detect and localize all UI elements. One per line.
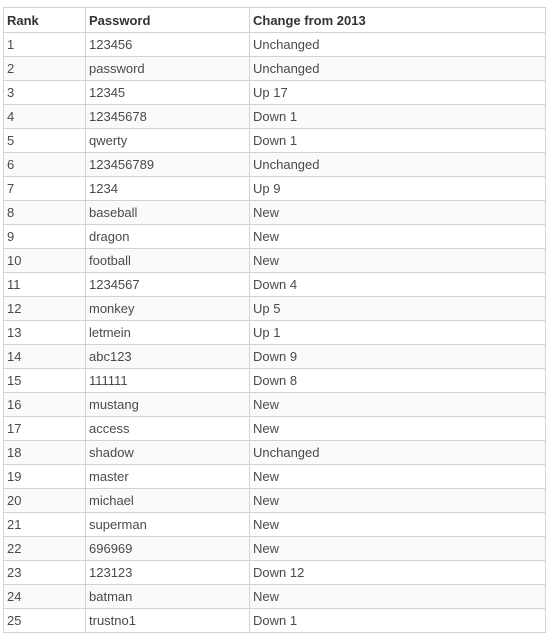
- table-row: [4, 249, 546, 273]
- password-cell: 12345: [86, 81, 250, 105]
- change-cell: Down 8: [250, 369, 546, 393]
- password-cell: 123123: [86, 561, 250, 585]
- password-cell: password: [86, 57, 250, 81]
- rank-cell: 14: [4, 345, 86, 369]
- rank-cell: 16: [4, 393, 86, 417]
- change-cell: Up 9: [250, 177, 546, 201]
- rank-cell: 21: [4, 513, 86, 537]
- table-body: [4, 33, 546, 633]
- rank-cell: 24: [4, 585, 86, 609]
- change-cell: New: [250, 489, 546, 513]
- table-row: [4, 177, 546, 201]
- table-row: [4, 345, 546, 369]
- table-row: [4, 321, 546, 345]
- rank-cell: 13: [4, 321, 86, 345]
- rank-cell: 22: [4, 537, 86, 561]
- table-row: [4, 369, 546, 393]
- table-row: [4, 201, 546, 225]
- table-row: [4, 105, 546, 129]
- password-cell: monkey: [86, 297, 250, 321]
- rank-cell: 18: [4, 441, 86, 465]
- table-row: [4, 273, 546, 297]
- rank-cell: 12: [4, 297, 86, 321]
- change-cell: New: [250, 417, 546, 441]
- change-cell: New: [250, 537, 546, 561]
- rank-cell: 5: [4, 129, 86, 153]
- password-cell: mustang: [86, 393, 250, 417]
- change-cell: Down 12: [250, 561, 546, 585]
- rank-cell: 19: [4, 465, 86, 489]
- change-cell: Down 4: [250, 273, 546, 297]
- table-row: [4, 81, 546, 105]
- rank-cell: 23: [4, 561, 86, 585]
- rank-cell: 25: [4, 609, 86, 633]
- password-cell: 1234567: [86, 273, 250, 297]
- password-cell: 123456789: [86, 153, 250, 177]
- change-cell: Down 1: [250, 609, 546, 633]
- change-cell: Down 1: [250, 129, 546, 153]
- table-row: [4, 153, 546, 177]
- password-cell: trustno1: [86, 609, 250, 633]
- table-row: [4, 609, 546, 633]
- password-cell: letmein: [86, 321, 250, 345]
- header-password: Password: [86, 8, 250, 33]
- password-cell: 696969: [86, 537, 250, 561]
- change-cell: New: [250, 513, 546, 537]
- table-row: [4, 129, 546, 153]
- change-cell: Unchanged: [250, 153, 546, 177]
- table-row: [4, 489, 546, 513]
- change-cell: Unchanged: [250, 57, 546, 81]
- rank-cell: 4: [4, 105, 86, 129]
- password-cell: 12345678: [86, 105, 250, 129]
- change-cell: New: [250, 585, 546, 609]
- password-cell: 123456: [86, 33, 250, 57]
- header-rank: Rank: [4, 8, 86, 33]
- table-row: [4, 585, 546, 609]
- table-row: [4, 33, 546, 57]
- rank-cell: 1: [4, 33, 86, 57]
- change-cell: Unchanged: [250, 33, 546, 57]
- password-cell: 111111: [86, 369, 250, 393]
- rank-cell: 20: [4, 489, 86, 513]
- table-header-row: [4, 8, 546, 33]
- table-row: [4, 441, 546, 465]
- change-cell: New: [250, 201, 546, 225]
- change-cell: Down 1: [250, 105, 546, 129]
- rank-cell: 8: [4, 201, 86, 225]
- password-cell: baseball: [86, 201, 250, 225]
- password-table: [3, 7, 546, 633]
- password-cell: michael: [86, 489, 250, 513]
- rank-cell: 11: [4, 273, 86, 297]
- table-row: [4, 57, 546, 81]
- change-cell: Up 5: [250, 297, 546, 321]
- change-cell: Up 1: [250, 321, 546, 345]
- table-row: [4, 225, 546, 249]
- password-table-container: [3, 7, 545, 633]
- table-row: [4, 513, 546, 537]
- rank-cell: 15: [4, 369, 86, 393]
- rank-cell: 3: [4, 81, 86, 105]
- table-row: [4, 465, 546, 489]
- rank-cell: 2: [4, 57, 86, 81]
- table-row: [4, 537, 546, 561]
- rank-cell: 17: [4, 417, 86, 441]
- header-change: Change from 2013: [250, 8, 546, 33]
- password-cell: master: [86, 465, 250, 489]
- change-cell: New: [250, 225, 546, 249]
- password-cell: shadow: [86, 441, 250, 465]
- table-row: [4, 417, 546, 441]
- rank-cell: 6: [4, 153, 86, 177]
- password-cell: 1234: [86, 177, 250, 201]
- table-row: [4, 393, 546, 417]
- rank-cell: 9: [4, 225, 86, 249]
- change-cell: New: [250, 393, 546, 417]
- change-cell: New: [250, 249, 546, 273]
- password-cell: football: [86, 249, 250, 273]
- table-row: [4, 561, 546, 585]
- password-cell: qwerty: [86, 129, 250, 153]
- password-cell: access: [86, 417, 250, 441]
- password-cell: superman: [86, 513, 250, 537]
- rank-cell: 7: [4, 177, 86, 201]
- password-cell: dragon: [86, 225, 250, 249]
- change-cell: New: [250, 465, 546, 489]
- password-cell: batman: [86, 585, 250, 609]
- rank-cell: 10: [4, 249, 86, 273]
- change-cell: Unchanged: [250, 441, 546, 465]
- password-cell: abc123: [86, 345, 250, 369]
- table-row: [4, 297, 546, 321]
- change-cell: Down 9: [250, 345, 546, 369]
- change-cell: Up 17: [250, 81, 546, 105]
